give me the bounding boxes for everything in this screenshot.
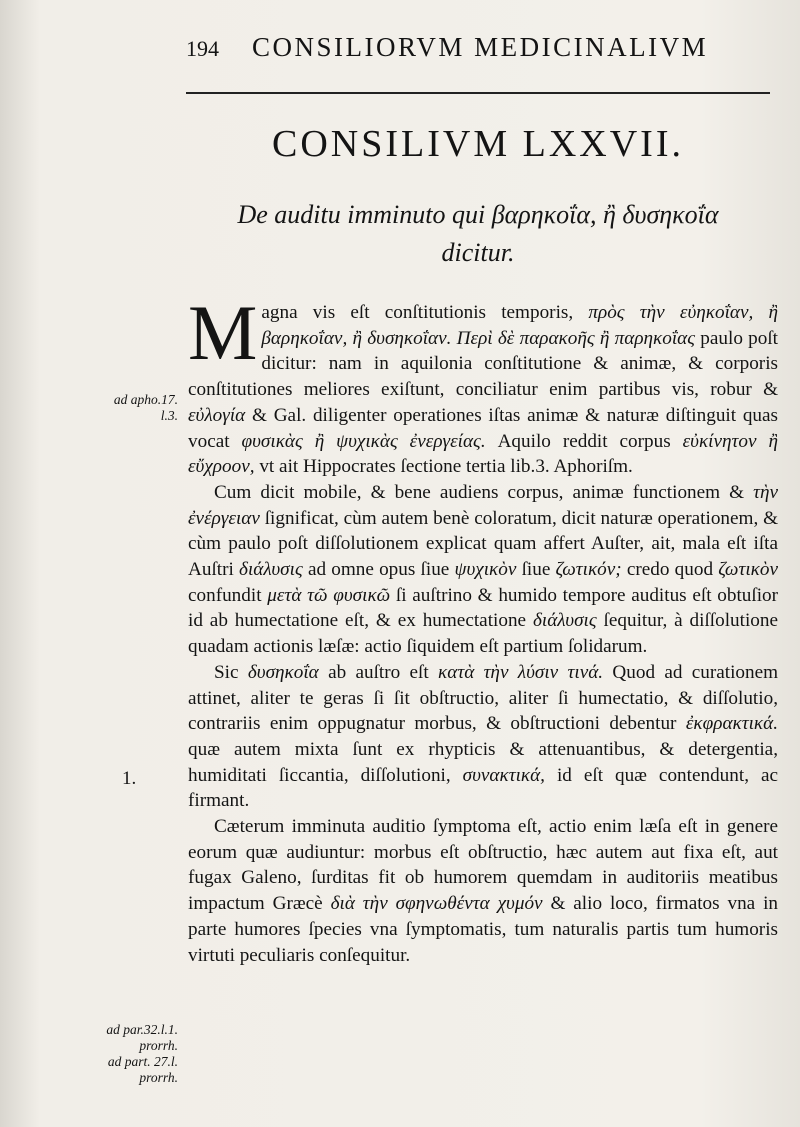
text-run: paulo poſt dicitur: nam in aquilonia conſtitutione & animæ, & corporis conſtitutiones meliores exiſtunt, conciliatur enim partibus vis, robur & (188, 327, 778, 401)
margin-note-line: l.3. (160, 408, 178, 423)
page-header (186, 30, 740, 70)
greek-text: διάλυσις (239, 559, 303, 581)
text-run: ab auſtro eſt (328, 661, 429, 683)
running-title: CONSILIORVM MEDICINALIVM (252, 32, 709, 62)
margin-note-line: prorrh. (139, 1038, 178, 1053)
greek-text: πρὸς τὴν εὐηκοΐαν, ἢ βαρηκοΐαν, ἢ δυσηκοΐαν. Περὶ δὲ παρακοῆς ἢ παρηκοΐας (261, 302, 779, 349)
header-rule (186, 92, 770, 94)
text-run: ſignificat, cùm autem benè coloratum, dicit naturæ operationem, & cùm paulo poſt diſſolutionem explicat quam affert Auſter, ait, mala eſt iſta Auſtri (188, 507, 779, 581)
greek-text: εὐλογία (188, 404, 246, 426)
greek-text: ἐκφρακτικά. (685, 713, 778, 735)
greek-text: φυσικὰς ἢ ψυχικὰς ἐνεργείας. (241, 430, 486, 452)
greek-text: δυσηκοΐα (247, 661, 319, 683)
text-run: vt ait Hippocrates ſectione tertia lib.3. Aphoriſm. (259, 456, 633, 478)
paragraph-4 (188, 814, 778, 968)
margin-note-prorrh (60, 1022, 178, 1086)
text-run: ad omne opus ſiue (307, 559, 450, 581)
greek-text: συνακτικά, (462, 764, 545, 786)
text-run: ſi auſtrino & humido tempore auditus eſt obtuſior id ab humectatione eſt, & ex humectatione (188, 584, 779, 632)
margin-note-aphorism (60, 392, 178, 424)
chapter-title: CONSILIVM LXXVII. (272, 123, 684, 165)
text-run: Aquilo reddit corpus (497, 430, 671, 452)
chapter-subtitle (186, 196, 770, 272)
margin-note-line: prorrh. (139, 1070, 178, 1085)
text-run: ſequitur, à diſſolutione quadam actionis læſæ: actio ſiquidem eſt partium ſolidarum. (188, 610, 779, 658)
body-text (188, 289, 779, 968)
greek-text: ζωτικόν; (555, 559, 622, 581)
text-run: & alio loco, firmatos vna in parte humores ſpecies vna ſymptomatis, tum naturalis partis tum humoris virtuti peculiaris conſequitur. (188, 893, 778, 966)
greek-text: μετὰ τῶ φυσικῶ (267, 584, 391, 606)
margin-note-line: ad par.32.l.1. (106, 1022, 178, 1037)
margin-note-line: ad apho.17. (113, 392, 178, 407)
greek-text: εὐκίνητον ἢ εὔχροον, (188, 430, 778, 478)
greek-text: ψυχικὸν (454, 559, 517, 581)
text-run: Sic (214, 661, 239, 683)
subtitle-line-1: De auditu imminuto qui βαρηκοΐα, ἢ δυσηκοΐα (237, 200, 719, 229)
text-run: id eſt quæ contendunt, ac firmant. (188, 764, 778, 812)
text-run: Cum dicit mobile, & bene audiens corpus, animæ functionem & (214, 481, 745, 503)
paragraph-2 (188, 480, 778, 660)
drop-cap: M (188, 289, 258, 376)
page-number: 194 (186, 36, 219, 61)
text-run: credo quod (626, 559, 714, 581)
greek-text: κατὰ τὴν λύσιν τινά. (438, 661, 604, 683)
margin-number: 1. (122, 768, 137, 789)
text-run: confundit (188, 584, 262, 606)
greek-text: διάλυσις (532, 610, 597, 632)
text-run: agna vis eſt conſtitutionis temporis, (261, 302, 574, 323)
greek-text: τὴν ἐνέργειαν (188, 481, 779, 529)
greek-text: διὰ τὴν σφηνωθέντα χυμόν (330, 893, 543, 915)
text-run: Cæterum imminuta auditio ſymptoma eſt, actio enim læſa eſt in genere eorum quæ audiuntur: morbus eſt obſtructio, hæc autem aut fixa eſt, aut fugax Galeno, ſurditas fit ob humorem quemdam in auditoriis meatibus impactum Græcè (188, 816, 778, 915)
margin-note-line: ad part. 27.l. (107, 1054, 178, 1069)
text-run: ſiue (521, 559, 551, 581)
text-run: & Gal. diligenter operationes iſtas animæ & naturæ diſtinguit quas vocat (188, 404, 779, 452)
text-run: Quod ad curationem attinet, aliter te geras ſi ſit obſtructio, aliter ſi humectatio, & diſſolutio, contrariis enim oppugnatur morbus, & obſtructioni debentur (188, 661, 779, 735)
paragraph-3 (188, 660, 778, 814)
paragraph-1 (188, 289, 779, 480)
subtitle-line-2: dicitur. (441, 238, 515, 267)
greek-text: ζωτικὸν (718, 559, 779, 581)
text-run: quæ autem mixta ſunt ex rhypticis & attenuantibus, & detergentia, humiditati ſiccantia, diſſolutioni, (188, 738, 778, 786)
